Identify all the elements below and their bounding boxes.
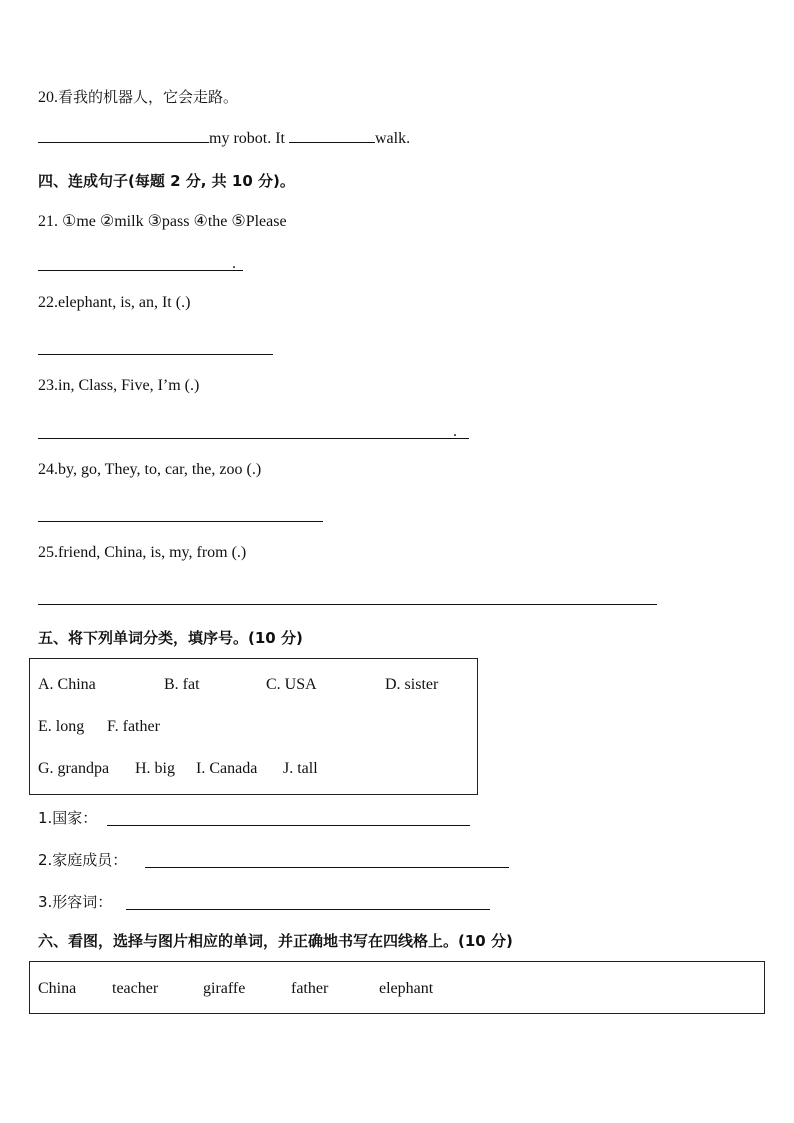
word-option: China (38, 980, 77, 997)
category-answer-line-adjective[interactable] (126, 909, 490, 910)
question-20-text-end: walk. (375, 130, 411, 147)
question-22-text: 22.elephant, is, an, It (.) (38, 294, 191, 311)
word-option: G. grandpa (38, 760, 110, 777)
category-label-family: 2.家庭成员： (38, 851, 128, 869)
word-option: I. Canada (196, 760, 258, 777)
question-20-prompt (38, 86, 238, 107)
word-option: H. big (135, 760, 175, 777)
category-label-country: 1.国家： (38, 809, 98, 827)
answer-blank[interactable] (289, 128, 375, 143)
category-label-adjective: 3.形容词： (38, 893, 113, 911)
word-option: father (291, 980, 329, 997)
section-5-title: 五、将下列单词分类，填序号。(10 分) (38, 629, 303, 647)
word-option: F. father (107, 718, 160, 735)
question-24-answer-line[interactable] (38, 521, 323, 522)
word-option: giraffe (203, 980, 246, 997)
question-20-number: 20. (38, 89, 58, 106)
word-option: J. tall (283, 760, 318, 777)
question-25-answer-line[interactable] (38, 604, 657, 605)
section-6-word-box (29, 961, 765, 1014)
question-20-answer-row (38, 128, 410, 148)
category-answer-line-country[interactable] (107, 825, 470, 826)
question-23-period: . (453, 423, 457, 440)
word-option: B. fat (164, 676, 200, 693)
word-bank-box (29, 658, 478, 795)
question-22-answer-line[interactable] (38, 354, 273, 355)
word-option: C. USA (266, 676, 317, 693)
question-21-period: . (232, 255, 236, 272)
question-23-text: 23.in, Class, Five, I’m (.) (38, 377, 200, 394)
question-25-text: 25.friend, China, is, my, from (.) (38, 544, 247, 561)
word-option: A. China (38, 676, 96, 693)
word-option: elephant (379, 980, 434, 997)
question-23-answer-line[interactable] (38, 438, 469, 439)
section-6-title: 六、看图，选择与图片相应的单词，并正确地书写在四线格上。(10 分) (38, 932, 513, 950)
question-20-text-mid: my robot. It (209, 130, 285, 147)
word-option: D. sister (385, 676, 439, 693)
question-21-answer-line[interactable] (38, 270, 243, 271)
word-option: teacher (112, 980, 159, 997)
word-option: E. long (38, 718, 85, 735)
question-20-chinese: 看我的机器人，它会走路。 (58, 88, 239, 106)
question-21-text: 21. ①me ②milk ③pass ④the ⑤Please (38, 213, 287, 230)
question-24-text: 24.by, go, They, to, car, the, zoo (.) (38, 461, 262, 478)
answer-blank[interactable] (38, 128, 209, 143)
category-answer-line-family[interactable] (145, 867, 509, 868)
section-4-title: 四、连成句子(每题 2 分, 共 10 分)。 (38, 172, 295, 190)
